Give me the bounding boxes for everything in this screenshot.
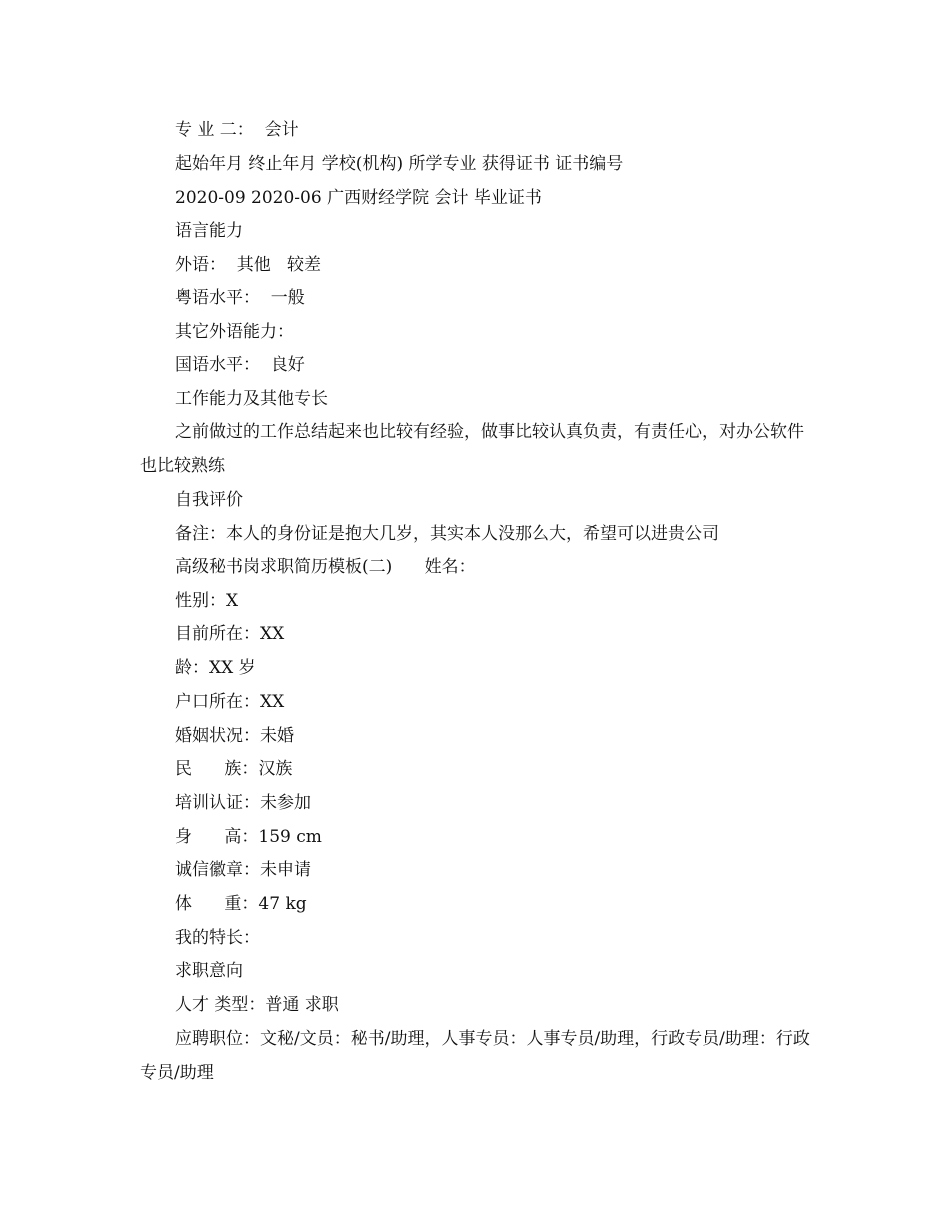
household-registration-line: 户口所在：XX — [175, 692, 285, 712]
education-table-header: 起始年月 终止年月 学校(机构) 所学专业 获得证书 证书编号 — [175, 154, 624, 174]
gender-line: 性别：X — [175, 591, 239, 611]
section-heading-language: 语言能力 — [175, 221, 243, 241]
applied-positions-paragraph: 应聘职位：文秘/文员：秘书/助理，人事专员：人事专员/助理，行政专员/助理：行政专员/助理 — [140, 1029, 810, 1083]
current-location-line: 目前所在：XX — [175, 624, 285, 644]
other-language-line: 其它外语能力： — [175, 322, 294, 342]
template-title-name-line: 高级秘书岗求职简历模板(二) 姓名： — [175, 557, 476, 577]
section-heading-job-intention: 求职意向 — [175, 961, 243, 981]
height-line: 身 高：159 cm — [175, 827, 322, 847]
mandarin-level-line: 国语水平： 良好 — [175, 355, 305, 375]
specialties-line: 我的特长： — [175, 928, 260, 948]
integrity-badge-line: 诚信徽章：未申请 — [175, 860, 311, 880]
age-line: 龄：XX 岁 — [175, 658, 256, 678]
talent-type-line: 人才 类型：普通 求职 — [175, 995, 339, 1015]
foreign-language-line: 外语： 其他 较差 — [175, 255, 322, 275]
ethnicity-line: 民 族：汉族 — [175, 759, 293, 779]
weight-line: 体 重：47 kg — [175, 894, 307, 914]
marital-status-line: 婚姻状况：未婚 — [175, 726, 294, 746]
skills-paragraph: 之前做过的工作总结起来也比较有经验，做事比较认真负责，有责任心，对办公软件也比较熟练 — [140, 422, 804, 476]
remarks-line: 备注：本人的身份证是抱大几岁，其实本人没那么大，希望可以进贵公司 — [175, 524, 719, 544]
training-certification-line: 培训认证：未参加 — [175, 793, 311, 813]
section-heading-self-evaluation: 自我评价 — [175, 490, 243, 510]
education-record: 2020-09 2020-06 广西财经学院 会计 毕业证书 — [175, 188, 542, 208]
major-two-line: 专 业 二： 会计 — [175, 120, 299, 140]
cantonese-level-line: 粤语水平： 一般 — [175, 288, 305, 308]
section-heading-skills: 工作能力及其他专长 — [175, 389, 328, 409]
